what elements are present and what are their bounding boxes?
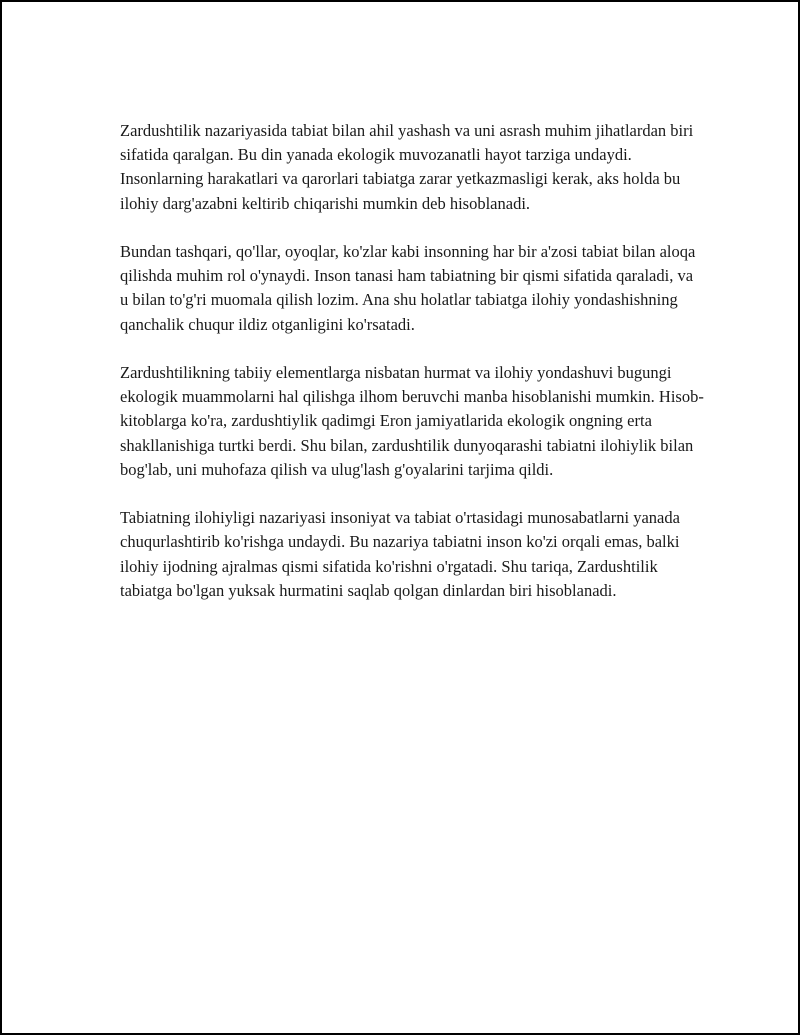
paragraph-1: Zardushtilik nazariyasida tabiat bilan ahil yashash va uni asrash muhim jihatlardan biri sifatida qaralgan. Bu din yanada ekologik muvozanatli hayot tarziga undaydi. Insonlarning harakatlari va qarorlari tabiatga zarar yetkazmasligi kerak, aks holda bu ilohiy darg'azabni keltirib chiqarishi mumkin deb hisoblanadi. xyxy=(120,121,694,213)
paragraph-4: Tabiatning ilohiyligi nazariyasi insoniyat va tabiat o'rtasidagi munosabatlarni yanada chuqurlashtirib ko'rishga undaydi. Bu nazariya tabiatni inson ko'zi orqali emas, balki ilohiy ijodning ajralmas qismi sifatida ko'rishni o'rgatadi. Shu tariqa, Zardushtilik tabiatga bo'lgan yuksak hurmatini saqlab qolgan dinlardan biri hisoblanadi. xyxy=(120,508,680,600)
paragraph-2: Bundan tashqari, qo'llar, oyoqlar, ko'zlar kabi insonning har bir a'zosi tabiat bilan aloqa qilishda muhim rol o'ynaydi. Inson tanasi ham tabiatning bir qismi sifatida qaraladi, va u bilan to'g'ri muomala qilish lozim. Ana shu holatlar tabiatga ilohiy yondashishning qanchalik chuqur ildiz otganligini ko'rsatadi. xyxy=(120,242,696,334)
paragraph-3: Zardushtilikning tabiiy elementlarga nisbatan hurmat va ilohiy yondashuvi bugungi ekologik muammolarni hal qilishga ilhom beruvchi manba hisoblanishi mumkin. Hisob-kitoblarga ko'ra, zardushtiylik qadimgi Eron jamiyatlarida ekologik ongning erta shakllanishiga turtki berdi. Shu bilan, zardushtilik dunyoqarashi tabiatni ilohiylik bilan bog'lab, uni muhofaza qilish va ulug'lash g'oyalarini tarjima qildi. xyxy=(120,363,704,479)
document-body xyxy=(120,119,705,603)
